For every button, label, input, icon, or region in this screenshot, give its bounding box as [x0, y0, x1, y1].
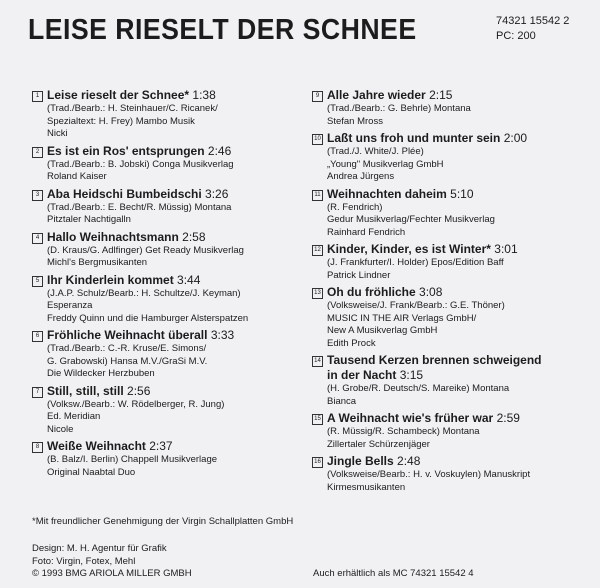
- track-duration: 2:48: [397, 454, 421, 468]
- track-duration: 1:38: [192, 88, 216, 102]
- track-title-cont: in der Nacht: [327, 368, 397, 382]
- track-heading: [327, 454, 597, 469]
- track-heading: [47, 384, 307, 399]
- track-item: [312, 187, 597, 240]
- track-title: Still, still, still: [47, 383, 124, 398]
- track-item: [312, 88, 597, 128]
- track-duration: 2:46: [207, 143, 232, 158]
- track-heading: [47, 273, 307, 288]
- footnote: *Mit freundlicher Genehmigung der Virgin Schallplatten GmbH: [32, 516, 294, 527]
- track-heading-cont: [327, 368, 597, 383]
- catalog-number: 74321 15542 2: [496, 15, 570, 27]
- track-heading: [327, 187, 597, 202]
- track-number-box: 8: [32, 442, 43, 453]
- track-credit-line: New A Musikverlag GmbH: [327, 325, 438, 336]
- track-title: Weiße Weihnacht: [47, 439, 146, 453]
- track-title: Laßt uns froh und munter sein: [327, 131, 501, 145]
- track-credit-line: (H. Grobe/R. Deutsch/S. Mareike) Montana: [327, 383, 510, 394]
- track-credit-line: (Volksweise/Bearb.: H. v. Voskuylen) Manuskript: [327, 469, 531, 480]
- track-item: [32, 439, 307, 479]
- track-credit-line: Nicole: [47, 423, 74, 435]
- track-item: [32, 144, 307, 184]
- track-number-box: 3: [32, 190, 43, 201]
- track-credit-line: (Volksweise/J. Frank/Bearb.: G.E. Thöner): [327, 300, 505, 311]
- track-credit-line: (D. Kraus/G. Adlfinger) Get Ready Musikverlag: [47, 244, 244, 256]
- track-heading: [47, 88, 307, 103]
- track-credit-line: Kirmesmusikanten: [327, 481, 406, 493]
- track-credit-line: Spezialtext: H. Frey) Mambo Musik: [47, 115, 195, 127]
- design-credits: [32, 543, 192, 581]
- tracklist-right: [312, 88, 597, 497]
- track-credit-line: (R. Fendrich): [327, 201, 383, 213]
- copyright-line: © 1993 BMG ARIOLA MILLER GMBH: [32, 568, 192, 579]
- track-number-box: 5: [32, 276, 43, 287]
- track-title: A Weihnacht wie's früher war: [327, 411, 494, 425]
- track-heading: [47, 439, 307, 454]
- track-credit-line: (Volksw./Bearb.: W. Rödelberger, R. Jung): [47, 398, 225, 410]
- track-credit-line: (B. Balz/I. Berlin) Chappell Musikverlage: [47, 454, 218, 465]
- track-number-box: 12: [312, 245, 323, 256]
- track-duration: 3:26: [205, 186, 229, 201]
- track-credit-line: (Trad./Bearb.: E. Becht/R. Müssig) Montana: [47, 201, 232, 213]
- track-number-box: 15: [312, 414, 323, 425]
- track-item: [32, 384, 307, 437]
- track-credit-line: (Trad./Bearb.: C.-R. Kruse/E. Simons/: [47, 343, 207, 354]
- track-credit-line: Edith Prock: [327, 337, 376, 349]
- track-duration: 5:10: [450, 186, 474, 201]
- track-credit-line: Andrea Jürgens: [327, 171, 395, 182]
- track-item: [312, 242, 597, 282]
- track-number-box: 10: [312, 134, 323, 145]
- track-item: [32, 230, 307, 270]
- track-credit-line: (Trad./J. White/J. Plée): [327, 146, 424, 157]
- track-duration: 2:58: [182, 229, 206, 244]
- track-number-box: 13: [312, 288, 323, 299]
- track-credit-line: Stefan Mross: [327, 115, 383, 127]
- track-heading: [47, 230, 307, 245]
- track-credit-line: „Young" Musikverlag GmbH: [327, 158, 444, 170]
- track-credit-line: Ed. Meridian: [47, 411, 101, 422]
- track-heading: [327, 131, 597, 146]
- also-available-note: Auch erhältlich als MC 74321 15542 4: [313, 568, 474, 579]
- track-title: Alle Jahre wieder: [327, 88, 426, 102]
- album-title: LEISE RIESELT DER SCHNEE: [28, 14, 417, 46]
- track-duration: 3:44: [177, 272, 201, 287]
- track-heading: [47, 187, 307, 202]
- track-duration: 2:59: [496, 411, 520, 425]
- track-duration: 3:15: [399, 368, 424, 382]
- track-credit-line: (Trad./Bearb.: H. Steinhauer/C. Ricanek/: [47, 103, 218, 114]
- track-number-box: 1: [32, 91, 43, 102]
- track-credit-line: (Trad./Bearb.: G. Behrle) Montana: [327, 103, 471, 114]
- track-credit-line: (J.A.P. Schulz/Bearb.: H. Schultze/J. Keyman): [47, 287, 241, 299]
- track-item: [312, 285, 597, 350]
- track-credit-line: Freddy Quinn und die Hamburger Alsterspatzen: [47, 312, 249, 324]
- track-credit-line: MUSIC IN THE AIR Verlags GmbH/: [327, 312, 477, 324]
- track-title: Kinder, Kinder, es ist Winter*: [327, 242, 491, 256]
- track-credit-line: (Trad./Bearb.: B. Jobski) Conga Musikverlag: [47, 158, 234, 170]
- track-title: Fröhliche Weihnacht überall: [47, 328, 208, 342]
- track-heading: [327, 353, 597, 368]
- track-credit-line: G. Grabowski) Hansa M.V./GraSi M.V.: [47, 355, 208, 367]
- track-duration: 3:08: [419, 285, 443, 299]
- track-credit-line: Bianca: [327, 395, 357, 407]
- track-credit-line: Rainhard Fendrich: [327, 226, 406, 238]
- track-item: [312, 131, 597, 184]
- track-credit-line: Nicki: [47, 128, 68, 139]
- track-number-box: 11: [312, 190, 323, 201]
- track-credit-line: (R. Müssig/R. Schambeck) Montana: [327, 426, 480, 437]
- track-item: [32, 328, 307, 381]
- track-item: [312, 411, 597, 451]
- track-title: Jingle Bells: [327, 454, 394, 468]
- track-duration: 2:56: [127, 383, 151, 398]
- track-credit-line: Roland Kaiser: [47, 171, 107, 182]
- track-number-box: 6: [32, 331, 43, 342]
- track-title: Es ist ein Ros' entsprungen: [47, 143, 205, 158]
- track-credit-line: Die Wildecker Herzbuben: [47, 368, 155, 379]
- track-title: Tausend Kerzen brennen schweigend: [327, 353, 542, 367]
- track-duration: 2:00: [503, 131, 528, 145]
- track-credit-line: Original Naabtal Duo: [47, 466, 136, 478]
- track-title: Aba Heidschi Bumbeidschi: [47, 186, 202, 201]
- track-heading: [327, 242, 597, 257]
- track-number-box: 9: [312, 91, 323, 102]
- photo-line: Foto: Virgin, Fotex, Mehl: [32, 555, 136, 567]
- track-heading: [327, 411, 597, 426]
- track-title: Hallo Weihnachtsmann: [47, 229, 179, 244]
- design-line: Design: M. H. Agentur für Grafik: [32, 543, 167, 554]
- track-item: [32, 187, 307, 227]
- track-number-box: 4: [32, 233, 43, 244]
- track-title: Leise rieselt der Schnee*: [47, 88, 190, 102]
- track-number-box: 7: [32, 387, 43, 398]
- catalog-info: [496, 14, 569, 44]
- track-item: [312, 353, 597, 408]
- track-number-box: 14: [312, 356, 323, 367]
- track-item: [32, 273, 307, 326]
- track-item: [312, 454, 597, 494]
- price-code: PC: 200: [496, 30, 536, 42]
- track-title: Weihnachten daheim: [327, 186, 447, 201]
- track-duration: 3:33: [210, 328, 235, 342]
- track-credit-line: (J. Frankfurter/I. Holder) Epos/Edition Baff: [327, 257, 504, 268]
- track-duration: 2:15: [429, 88, 453, 102]
- track-title: Oh du fröhliche: [327, 285, 416, 299]
- track-number-box: 2: [32, 147, 43, 158]
- track-item: [32, 88, 307, 141]
- track-heading: [327, 88, 597, 103]
- track-credit-line: Pitztaler Nachtigalln: [47, 214, 131, 225]
- tracklist-left: [32, 88, 307, 482]
- track-credit-line: Esperanza: [47, 300, 93, 311]
- track-duration: 3:01: [494, 242, 518, 256]
- track-number-box: 16: [312, 457, 323, 468]
- track-heading: [47, 328, 307, 343]
- track-credit-line: Michl's Bergmusikanten: [47, 257, 148, 268]
- track-duration: 2:37: [149, 439, 173, 453]
- track-credit-line: Zillertaler Schürzenjäger: [327, 438, 430, 450]
- track-heading: [47, 144, 307, 159]
- track-credit-line: Gedur Musikverlag/Fechter Musikverlag: [327, 214, 495, 225]
- track-title: Ihr Kinderlein kommet: [47, 272, 174, 287]
- track-heading: [327, 285, 597, 300]
- track-credit-line: Patrick Lindner: [327, 269, 391, 281]
